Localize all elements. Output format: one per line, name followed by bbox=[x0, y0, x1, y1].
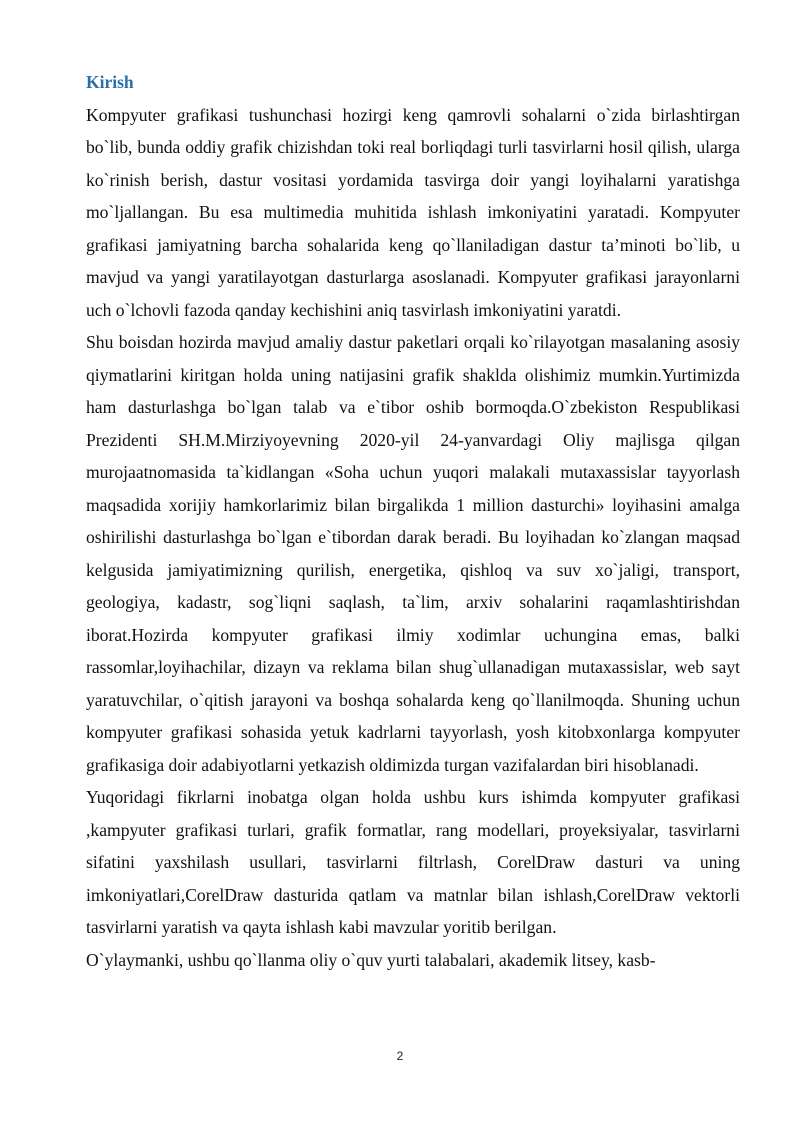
page-content bbox=[86, 66, 740, 976]
paragraph-1: Kompyuter grafikasi tushunchasi hozirgi keng qamrovli sohalarni o`zida birlashtirgan bo`lib, bunda oddiy grafik chizishdan toki real borliqdagi turli tasvirlarni hosil qilish, ularga ko`rinish berish, dastur vositasi yordamida tasvirga doir yangi loyihalarni yaratishga mo`ljallangan. Bu esa multimedia muhitida ishlash imkoniyatini yaratadi. Kompyuter grafikasi jamiyatning barcha sohalarida keng qo`llaniladigan dastur ta’minoti bo`lib, u mavjud va yangi yaratilayotgan dasturlarga asoslanadi. Kompyuter grafikasi jarayonlarni uch o`lchovli fazoda qanday kechishini aniq tasvirlash imkoniyatini yaratdi. bbox=[86, 104, 740, 320]
page-number: 2 bbox=[396, 1049, 404, 1063]
paragraph-3: Yuqoridagi fikrlarni inobatga olgan holda ushbu kurs ishimda kompyuter grafikasi ,kampyuter grafikasi turlari, grafik formatlar, rang modellari, proyeksiyalar, tasvirlarni sifatini yaxshilash usullari, tasvirlarni filtrlash, CorelDraw dasturi va uning imkoniyatlari,CorelDraw dasturida qatlam va matnlar bilan ishlash,CorelDraw vektorli tasvirlarni yaratish va qayta ishlash kabi mavzular yoritib berilgan. bbox=[86, 787, 740, 937]
section-heading: Kirish bbox=[86, 72, 134, 92]
paragraph-4: O`ylaymanki, ushbu qo`llanma oliy o`quv yurti talabalari, akademik litsey, kasb- bbox=[86, 949, 656, 970]
paragraph-2: Shu boisdan hozirda mavjud amaliy dastur paketlari orqali ko`rilayotgan masalaning asosiy qiymatlarini kiritgan holda uning natijasini grafik shaklda olishimiz mumkin.Yurtimizda ham dasturlashga bo`lgan talab va e`tibor oshib bormoqda.O`zbekiston Respublikasi Prezidenti SH.M.Mirziyoyevning 2020-yil 24-yanvardagi Oliy majlisga qilgan murojaatnomasida ta`kidlangan «Soha uchun yuqori malakali mutaxassislar tayyorlash maqsadida xorijiy hamkorlarimiz bilan birgalikda 1 million dasturchi» loyihasini amalga oshirilishi dasturlashga bo`lgan e`tibordan darak beradi. Bu loyihadan ko`zlangan maqsad kelgusida jamiyatimizning qurilish, energetika, qishloq va suv xo`jaligi, transport, geologiya, kadastr, sog`liqni saqlash, ta`lim, arxiv sohalarini raqamlashtirishdan iborat.Hozirda kompyuter grafikasi ilmiy xodimlar uchungina emas, balki rassomlar,loyihachilar, dizayn va reklama bilan shug`ullanadigan mutaxassislar, web sayt yaratuvchilar, o`qitish jarayoni va boshqa sohalarda keng qo`llanilmoqda. Shuning uchun kompyuter grafikasi sohasida yetuk kadrlarni tayyorlash, yosh kitobxonlarga kompyuter grafikasiga doir adabiyotlarni yetkazish oldimizda turgan vazifalardan biri hisoblanadi. bbox=[86, 332, 740, 775]
